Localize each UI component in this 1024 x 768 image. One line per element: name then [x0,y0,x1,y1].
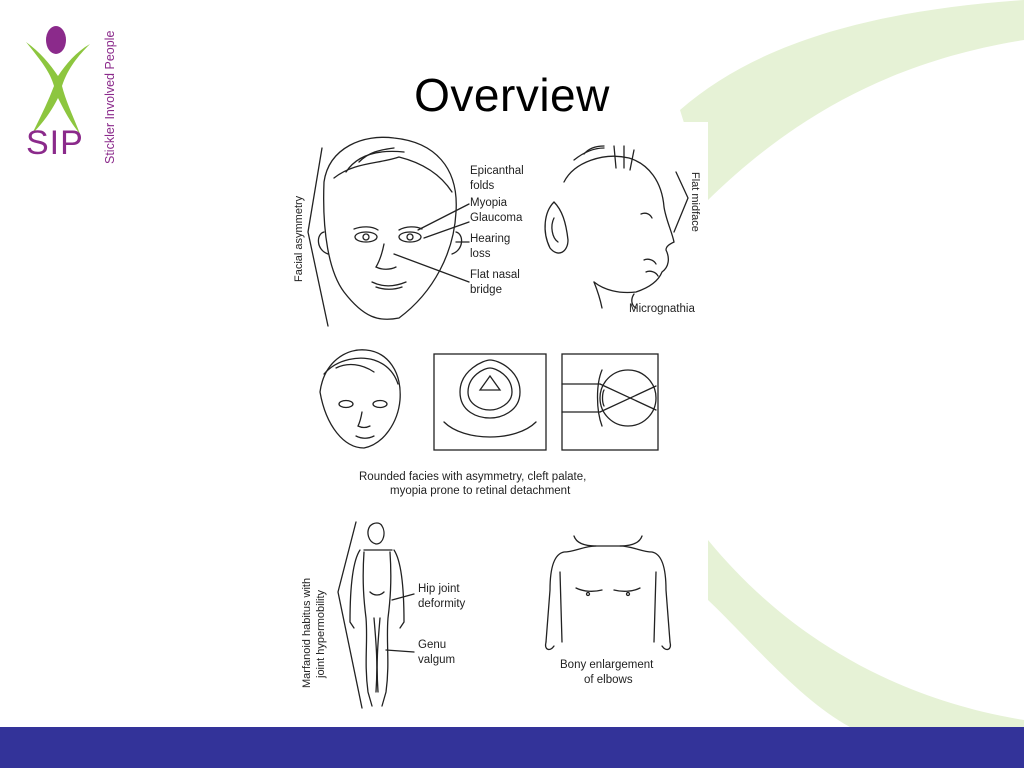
cleft-palate-drawing [444,360,536,437]
label-bony-enlargement: Bony enlargement [560,659,654,671]
logo-text: SIP [26,124,84,162]
label-flat-nasal: Flat nasal [470,269,520,281]
profile-face-drawing [545,146,674,308]
label-marfanoid: Marfanoid habitus with [301,577,313,688]
label-of-elbows: of elbows [584,674,633,686]
child-face-drawing [320,350,400,448]
label-myopia: Myopia [470,197,508,209]
caption-line-1: Rounded facies with asymmetry, cleft palate, [359,471,587,483]
illustration-drawing [284,122,708,716]
label-epicanthal: Epicanthal [470,165,524,177]
label-flat-midface: Flat midface [689,172,701,232]
logo-tagline-text: Stickler Involved People [103,30,117,164]
eye-diagram-drawing [562,370,656,426]
label-valgum: valgum [418,654,456,666]
label-hip-joint: Hip joint [418,583,460,595]
label-deformity: deformity [418,598,466,610]
label-bridge: bridge [470,284,502,296]
front-face-drawing [318,137,461,319]
logo-head-icon [46,26,66,54]
label-micrognathia: Micrognathia [629,303,695,315]
label-facial-asymmetry: Facial asymmetry [293,195,305,282]
label-hearing: Hearing [470,233,511,245]
standing-child-drawing [350,523,404,706]
footer-bar [0,727,1024,768]
label-loss: loss [470,248,491,260]
stickler-features-illustration [284,122,708,716]
slide-title: Overview [414,69,610,121]
label-genu: Genu [418,639,447,651]
caption-line-2: myopia prone to retinal detachment [390,485,571,497]
torso-drawing [546,536,671,649]
label-joint-hypermobility: joint hypermobility [315,589,327,678]
label-folds: folds [470,180,495,192]
label-glaucoma: Glaucoma [470,212,523,224]
